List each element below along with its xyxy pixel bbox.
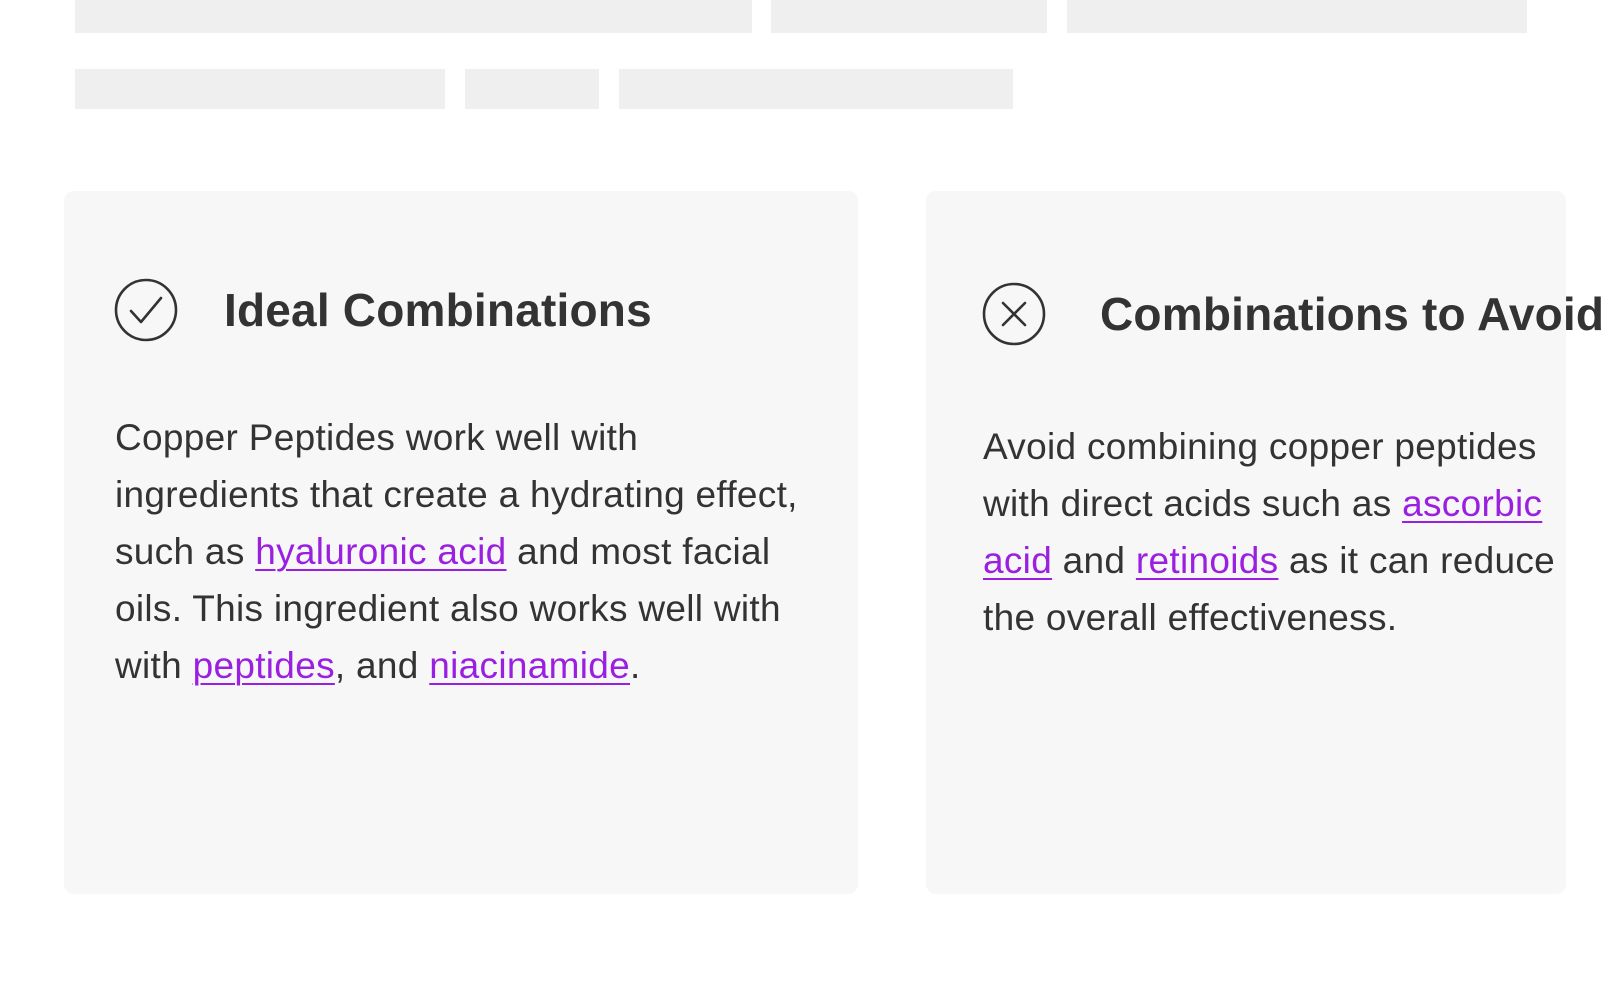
skeleton-bar-2 [771,0,1047,33]
skeleton-bar-1 [75,0,752,33]
avoid-text-part-1: Avoid combining copper peptides with direct acids such as [983,426,1537,524]
avoid-text-part-3: as it can reduce the overall effectiveness. [983,540,1556,638]
ideal-combinations-text [115,409,815,694]
niacinamide-link[interactable]: niacinamide [429,645,630,686]
x-circle-icon [982,282,1046,346]
ascorbic-acid-link[interactable]: ascorbic acid [983,483,1543,581]
combinations-to-avoid-text [983,418,1603,646]
retinoids-link[interactable]: retinoids [1135,540,1279,581]
skeleton-bar-6 [619,69,1013,109]
ideal-text-part-2: and most facial oils. This ingredient also works well with with [115,531,781,686]
ideal-text-part-4: . [630,645,641,686]
ideal-combinations-card [64,191,858,894]
skeleton-bar-4 [75,69,445,109]
peptides-link[interactable]: peptides [192,645,335,686]
ideal-combinations-header [114,278,652,342]
skeleton-bar-3 [1067,0,1527,33]
hyaluronic-acid-link[interactable]: hyaluronic acid [255,531,507,572]
combinations-to-avoid-title: Combinations to Avoid [1100,288,1604,340]
ideal-text-part-1: Copper Peptides work well with ingredients that create a hydrating effect, such as [115,417,798,572]
avoid-text-part-2: and [1052,540,1136,581]
combinations-to-avoid-card [926,191,1604,894]
ideal-combinations-title: Ideal Combinations [224,284,652,336]
check-circle-icon [114,278,178,342]
skeleton-bar-5 [465,69,599,109]
ideal-text-part-3: , and [334,645,430,686]
combinations-to-avoid-header [982,282,1604,346]
